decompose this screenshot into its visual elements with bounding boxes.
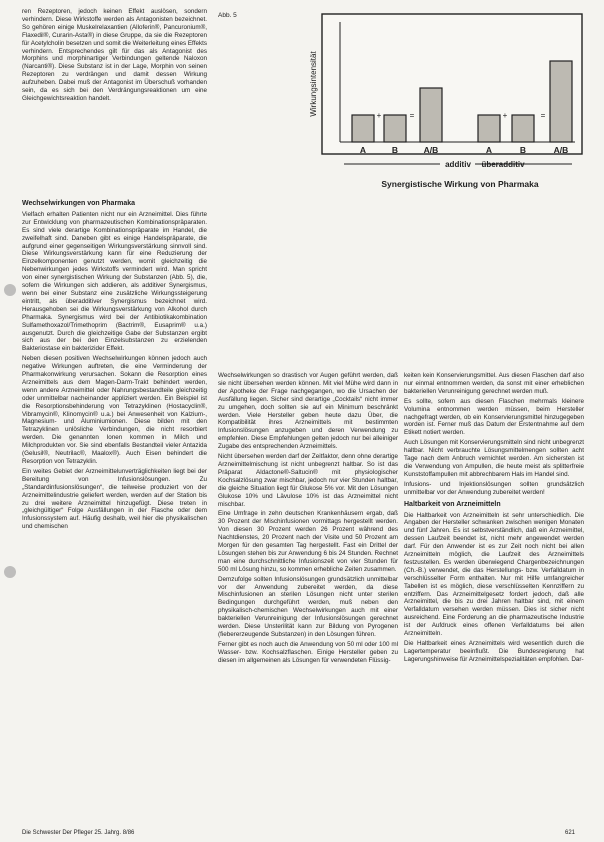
section-heading: Wechselwirkungen von Pharmaka xyxy=(22,200,136,207)
paragraph: Es sollte, sofern aus diesen Flaschen mehrmals kleinere Volumina entnommen werden müssen, beim Hersteller nachgefragt werden, ob ein Konservierungsmittel hinzugegeben worden ist. Ferner muß das Datum der Erstentnahme auf dem Etikett notiert werden. xyxy=(404,397,584,437)
column-2 xyxy=(218,372,398,667)
category-label: A xyxy=(359,145,367,155)
section-heading: Haltbarkeit von Arzneimitteln xyxy=(404,500,501,508)
equals-sign: = xyxy=(540,111,546,120)
paragraph: Infusions- und Injektionslösungen sollten grundsätzlich unmittelbar vor der Anwendung zubereitet werden! xyxy=(404,480,584,496)
punch-hole xyxy=(4,284,16,296)
bar-ueberadditiv-AB xyxy=(550,61,572,142)
figure-label: Abb. 5 xyxy=(218,12,237,19)
synergy-figure xyxy=(300,12,585,197)
bar-additiv-B xyxy=(384,115,406,142)
paragraph: Wechselwirkungen so drastisch vor Augen geführt werden, daß sie nicht übersehen werden können. Mit viel Mühe wird dann in der Apotheke der Frage nachgegangen, wo die Ursachen der Ausfällung liegen. Sicher sind derartige „Cocktails“ nicht immer zu umgehen, doch sollten sie auf ein Minimum beschränkt werden. Viele Hersteller geben heute dazu Über, die Kompatibilität ihres Arzneimittels mit bestimmten Infusionslösungen anzugeben und deren Verwendung zu empfehlen. Diese Empfehlungen gelten jedoch nur bei alleiniger Zugabe des entsprechenden Arzneimittels. xyxy=(218,372,398,451)
punch-hole xyxy=(4,566,16,578)
column-3 xyxy=(404,372,584,666)
paragraph: Nicht übersehen werden darf der Zeitfaktor, denn ohne derartige Arzneimittelmischung ist nicht unbegrenzt haltbar. So ist das Präparat Aldactone®-Saltucin® mit physiologischer Kochsalzlösung zwar mischbar, jedoch nur vier Stunden haltbar, die gleiche Situation liegt für Glukose 5% vor. Mit den Lösungen Glukose 10% und Lävulose 10% ist das Arzneimittel nicht mischbar. xyxy=(218,453,398,508)
paragraph: Eine Umfrage in zehn deutschen Krankenhäusern ergab, daß 30 Prozent der Mischinfusionen vormittags hergestellt werden. Von diesen 30 Prozent werden 26 Prozent während des Nachtdienstes, 20 Prozent nach der Visite und 50 Prozent am Morgen für den gesamten Tag hergestellt. Fast ein Drittel der Lösungen stehen bis zur Anwendung 6 bis 24 Stunden. Rechnet man eine durchschnittliche Infusionszeit von vier Stunden für 500 ml Lösung hinzu, so kommen erhebliche Zeiten zusammen. xyxy=(218,510,398,573)
y-axis-label: Wirkungsintensität xyxy=(309,51,318,117)
bar-ueberadditiv-A xyxy=(478,115,500,142)
plus-sign: + xyxy=(502,111,508,120)
paragraph: ren Rezeptoren, jedoch keinen Effekt auslösen, sondern verhindern. Diese Wirkstoffe werden als Antagonisten bezeichnet. So gehören einige Muskelrelaxantien (Alloferin®, Pancuronium®, Flaxedil®, Curarin-Asta®) in diese Gruppe, da sie die Rezeptoren für Acetylcholin besetzen und somit die Weiterleitung eines Effekts verhindern. Entsprechendes gilt für das als Antagonist des Morphins und morphinartiger Verbindungen geltende Naloxon (Narcanti®). Diese Substanz ist in der Lage, Morphin von seinen Rezeptoren zu verdrängen und damit dessen Wirkung aufzuheben. Dabei muß der Antagonist im Überschuß vorhanden sein, da es sich bei den Verdrängungsreaktionen um eine Gleichgewichtsreaktion handelt. xyxy=(22,8,207,102)
equals-sign: = xyxy=(409,111,415,120)
category-label: A/B xyxy=(423,145,439,155)
column-1-top xyxy=(22,8,207,105)
paragraph: Ferner gibt es noch auch die Anwendung von 50 ml oder 100 ml Wasser- bzw. Kochsalzflaschen. Einige Hersteller geben zu diesen im allgemeinen als Lösungen für verwendeten Flüssig- xyxy=(218,640,398,664)
paragraph: Die Haltbarkeit von Arzneimitteln ist sehr unterschiedlich. Die Angaben der Hersteller schwanken zwischen wenigen Monaten und fünf Jahren. Es ist selbstverständlich, daß ein Arzneimittel, dessen Laufzeit beendet ist, nicht mehr angewendet werden darf. Für den Anwender ist es zur Zeit noch nicht bei allen Arzneimitteln möglich, die Laufzeit des Arzneimittels festzustellen. Es werden überwiegend Chargenbezeichnungen (Ch.-B.) verwendet, die das Herstellungs- bzw. Verfalldatum in verschlüsselter Form enthalten. Nur mit Hilfe umfangreicher Tabellen ist es möglich, diese verschlüsselten Kennziffern zu entziffern. Das Arzneimittelgesetz fordert jedoch, daß alle Arzneimittel, die bis zu drei Jahren haltbar sind, mit einem Verfalldatum versehen werden müssen. Dies ist sicher nicht ausreichend. Eine Forderung an die pharmazeutische Industrie ist der Aufdruck eines offenen Verfalldatums bei allen Arzneimitteln. xyxy=(404,511,584,638)
paragraph: Die Haltbarkeit eines Arzneimittels wird wesentlich durch die Lagertemperatur beeinflußt. Die Bundesregierung hat Lagerungshinweise für Arzneimittelspezialitäten empfohlen. Dar- xyxy=(404,640,584,663)
category-label: A xyxy=(485,145,493,155)
footer-journal: Die Schwester Der Pfleger 25. Jahrg. 8/86 xyxy=(22,830,135,836)
paragraph: Demzufolge sollten Infusionslösungen grundsätzlich unmittelbar vor der Anwendung zubereitet werden, da diese Mischinfusionen an sterilen Lösungen nicht unter sterilen Bedingungen durchgeführt werden, muß neben den physikalisch-chemischen Wechselwirkungen auch mit einer bakteriellen Verunreinigung der Infusionslösungen gerechnet werden. Diese Unsterilität kann zur Bildung von Pyrogenen (fiebererzeugende Substanzen) in den Lösungen führen. xyxy=(218,575,398,638)
paragraph: Auch Lösungen mit Konservierungsmitteln sind nicht unbegrenzt haltbar. Nicht verbrauchte Lösungsmittelmengen sollten acht Tage nach dem Anbruch vernichtet werden. Am sichersten ist die Verwendung von Ampullen, die heute meist als splitterfreie Kunststoffampullen mit abbrechbarem Hals im Handel sind. xyxy=(404,439,584,478)
plus-sign: + xyxy=(376,111,382,120)
bar-ueberadditiv-B xyxy=(512,115,534,142)
category-label: A/B xyxy=(553,145,569,155)
figure-caption: Synergistische Wirkung von Pharmaka xyxy=(381,179,539,189)
paragraph: keiten kein Konservierungsmittel. Aus diesen Flaschen darf also nur einmal entnommen werden, da sonst mit einer erheblichen bakteriellen Verunreinigung gerechnet werden muß. xyxy=(404,372,584,395)
bar-additiv-AB xyxy=(420,88,442,142)
paragraph: Neben diesen positiven Wechselwirkungen können jedoch auch negative Wirkungen auftreten, die eine Verminderung der Pharmakonwirkung verursachen. Sokann die Resorption eines Arzneimittels aus dem Magen-Darm-Trakt behindert werden, wenn andere Arzneimittel oder Nahrungsbestandteile gleichzeitig oder unmittelbar nacheinander appliziert werden. Ein Beispiel ist die Resorptionsbehinderung von Tetrazyklinen (Hostacyclin®, Vibramycin®, Klinomycin® u.a.) bei Anwesenheit von Kalzium-, Magnesium- und Aluminiumionen. Diese bilden mit den Tetrazyklinen unlösliche Verbindungen, die nicht resorbiert werden. Die genannten Ionen kommen in Milch und Milchprodukten vor. Sie sind ebenfalls Bestandteil vieler Antazida (Gelusil®, Neutrilac®, Maalox®). Auch Eisen behindert die Resorption von Tetrazyklin. xyxy=(22,355,207,465)
paragraph: Vielfach erhalten Patienten nicht nur ein Arzneimittel. Dies führte zur Entwicklung von pharmazeutischen Kombinationspräparaten. Es sind viele derartige Kombinationspräparate im Handel, die zweifelhaft sind. Daneben gibt es einige Handelspräparate, die aufgrund einer gegenseitigen Wirkungsverstärkung sinnvoll sind. Diese Wirkungsverstärkung kann für eine Reduzierung der Einzelkomponenten genutzt werden, womit gleichzeitig die Nebenwirkungen jedes Wirkstoffs vermindert wird. Man spricht von einer synergistischen Wirkung der Substanzen (Abb. 5), die, sofern die Wirkungen sich addieren, als additiver Synergismus, wenn bei einer Substanz eine zusätzliche Wirkungssteigerung eintritt, als überadditiver Synergismus bezeichnet wird. Herausgehoben sei die Wirkungsverstärkung von Alkohol durch Pharmaka. Synergismus wird bei der Antibiotikakombination Sulfamethoxazol/Trimethoprim (Bactrim®, Eusaprim® u.a.) ausgenutzt. Durch die gleichzeitige Gabe der Substanzen ergibt sich aus der bei den Einzelsubstanzen zu erzielenden Bakteriostase ein bakterizider Effekt. xyxy=(22,210,207,353)
paragraph: Ein weites Gebiet der Arzneimittelunverträglichkeiten liegt bei der Bereitung von Infusionslösungen. Zu „Standardinfusionslösungen“, die teilweise produziert von der Arzneimittelindustrie geliefert werden, werden auf der Station bis zu drei weitere Arzneimittel hinzugefügt. Diese treten in „gleichgültiger“ Folge Ausfällungen in der Flasche oder dem Infusionssystem auf. Häufig deshalb, weil hier die physikalischen und chemischen xyxy=(22,467,207,531)
page-number: 621 xyxy=(565,830,576,836)
ueberadditive-label: überadditiv xyxy=(481,160,525,169)
column-1 xyxy=(22,196,207,533)
category-label: B xyxy=(391,145,399,155)
bar-additiv-A xyxy=(352,115,374,142)
category-label: B xyxy=(519,145,527,155)
additive-label: additiv xyxy=(445,160,471,169)
